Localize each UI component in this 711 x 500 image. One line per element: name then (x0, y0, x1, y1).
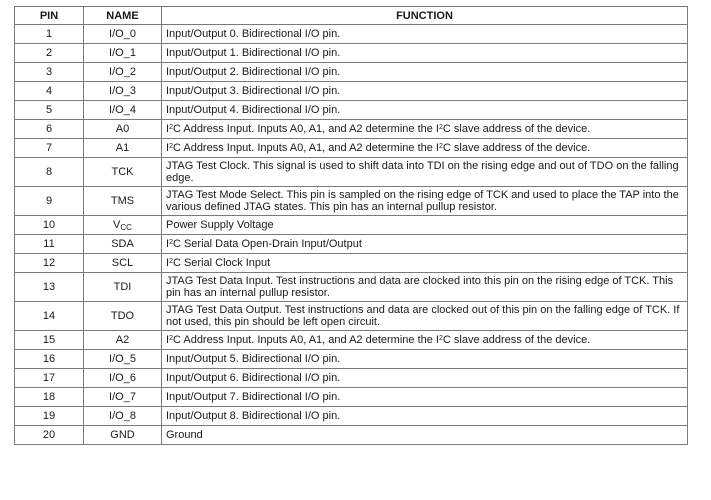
function-cell: Input/Output 4. Bidirectional I/O pin. (162, 101, 688, 120)
pin-number-cell: 1 (15, 25, 84, 44)
pin-number-cell: 13 (15, 273, 84, 302)
table-row (15, 426, 688, 445)
pin-number-cell: 11 (15, 235, 84, 254)
table-row (15, 25, 688, 44)
function-cell: Input/Output 8. Bidirectional I/O pin. (162, 407, 688, 426)
function-cell: Input/Output 5. Bidirectional I/O pin. (162, 350, 688, 369)
table-row (15, 235, 688, 254)
table-row (15, 63, 688, 82)
pin-name-cell: TMS (84, 187, 162, 216)
pin-name-cell: A2 (84, 331, 162, 350)
pin-number-cell: 14 (15, 302, 84, 331)
pin-number-cell: 19 (15, 407, 84, 426)
function-cell: Input/Output 1. Bidirectional I/O pin. (162, 44, 688, 63)
table-row (15, 254, 688, 273)
pin-number-cell: 9 (15, 187, 84, 216)
pin-name-cell: I/O_5 (84, 350, 162, 369)
pin-name-cell: SCL (84, 254, 162, 273)
pin-name-cell: A0 (84, 120, 162, 139)
pin-number-cell: 10 (15, 216, 84, 235)
table-row (15, 139, 688, 158)
pin-number-cell: 4 (15, 82, 84, 101)
table-row (15, 302, 688, 331)
table-row (15, 331, 688, 350)
function-cell: JTAG Test Data Input. Test instructions and data are clocked into this pin on the rising edge of TCK. This pin has an internal pullup resistor. (162, 273, 688, 302)
function-cell: $I^2C$ Address Input. Inputs A0, A1, and A2 determine the $I^2C$ slave address of the device. (162, 331, 688, 350)
pin-number-cell: 18 (15, 388, 84, 407)
function-cell: Input/Output 2. Bidirectional I/O pin. (162, 63, 688, 82)
function-column-header: FUNCTION (162, 7, 688, 25)
pin-number-cell: 16 (15, 350, 84, 369)
function-cell: Power Supply Voltage (162, 216, 688, 235)
table-row (15, 44, 688, 63)
pin-number-cell: 5 (15, 101, 84, 120)
table-row (15, 120, 688, 139)
pin-number-cell: 12 (15, 254, 84, 273)
function-cell: JTAG Test Mode Select. This pin is sampled on the rising edge of TCK and used to place the TAP into the various defined JTAG states. This pin has an internal pullup resistor. (162, 187, 688, 216)
pin-number-cell: 7 (15, 139, 84, 158)
pin-name-cell: SDA (84, 235, 162, 254)
function-cell: JTAG Test Data Output. Test instructions and data are clocked out of this pin on the falling edge of TCK. If not used, this pin should be left open circuit. (162, 302, 688, 331)
pin-name-cell: GND (84, 426, 162, 445)
pin-name-cell: I/O_6 (84, 369, 162, 388)
pin-name-cell: I/O_3 (84, 82, 162, 101)
pin-number-cell: 8 (15, 158, 84, 187)
table-row (15, 158, 688, 187)
pin-number-cell: 2 (15, 44, 84, 63)
pin-name-cell: I/O_4 (84, 101, 162, 120)
pin-name-cell: TCK (84, 158, 162, 187)
table-row (15, 101, 688, 120)
table-row (15, 187, 688, 216)
pin-name-cell: TDO (84, 302, 162, 331)
pin-description-table (14, 6, 688, 445)
pin-name-cell: I/O_0 (84, 25, 162, 44)
table-row (15, 407, 688, 426)
pin-number-cell: 17 (15, 369, 84, 388)
function-cell: $I^2C$ Address Input. Inputs A0, A1, and A2 determine the $I^2C$ slave address of the device. (162, 139, 688, 158)
function-cell: $I^2C$ Address Input. Inputs A0, A1, and A2 determine the $I^2C$ slave address of the device. (162, 120, 688, 139)
function-cell: $I^2C$ Serial Data Open-Drain Input/Output (162, 235, 688, 254)
function-cell: JTAG Test Clock. This signal is used to shift data into TDI on the rising edge and out of TDO on the falling edge. (162, 158, 688, 187)
function-cell: Input/Output 7. Bidirectional I/O pin. (162, 388, 688, 407)
table-row (15, 369, 688, 388)
pin-number-cell: 15 (15, 331, 84, 350)
pin-name-cell: I/O_8 (84, 407, 162, 426)
pin-name-cell: I/O_1 (84, 44, 162, 63)
pin-number-cell: 6 (15, 120, 84, 139)
pin-name-cell: TDI (84, 273, 162, 302)
header-row (15, 7, 688, 25)
pin-number-cell: 3 (15, 63, 84, 82)
function-cell: $I^2C$ Serial Clock Input (162, 254, 688, 273)
table-row (15, 388, 688, 407)
function-cell: Input/Output 6. Bidirectional I/O pin. (162, 369, 688, 388)
pin-number-cell: 20 (15, 426, 84, 445)
pin-name-cell: A1 (84, 139, 162, 158)
function-cell: Input/Output 3. Bidirectional I/O pin. (162, 82, 688, 101)
function-cell: Input/Output 0. Bidirectional I/O pin. (162, 25, 688, 44)
pin-name-cell: I/O_2 (84, 63, 162, 82)
table-row (15, 273, 688, 302)
table-row (15, 350, 688, 369)
name-column-header: NAME (84, 7, 162, 25)
pin-column-header: PIN (15, 7, 84, 25)
pin-name-cell: $V_{CC}$ (84, 216, 162, 235)
table-row (15, 82, 688, 101)
table-row (15, 216, 688, 235)
pin-name-cell: I/O_7 (84, 388, 162, 407)
function-cell: Ground (162, 426, 688, 445)
